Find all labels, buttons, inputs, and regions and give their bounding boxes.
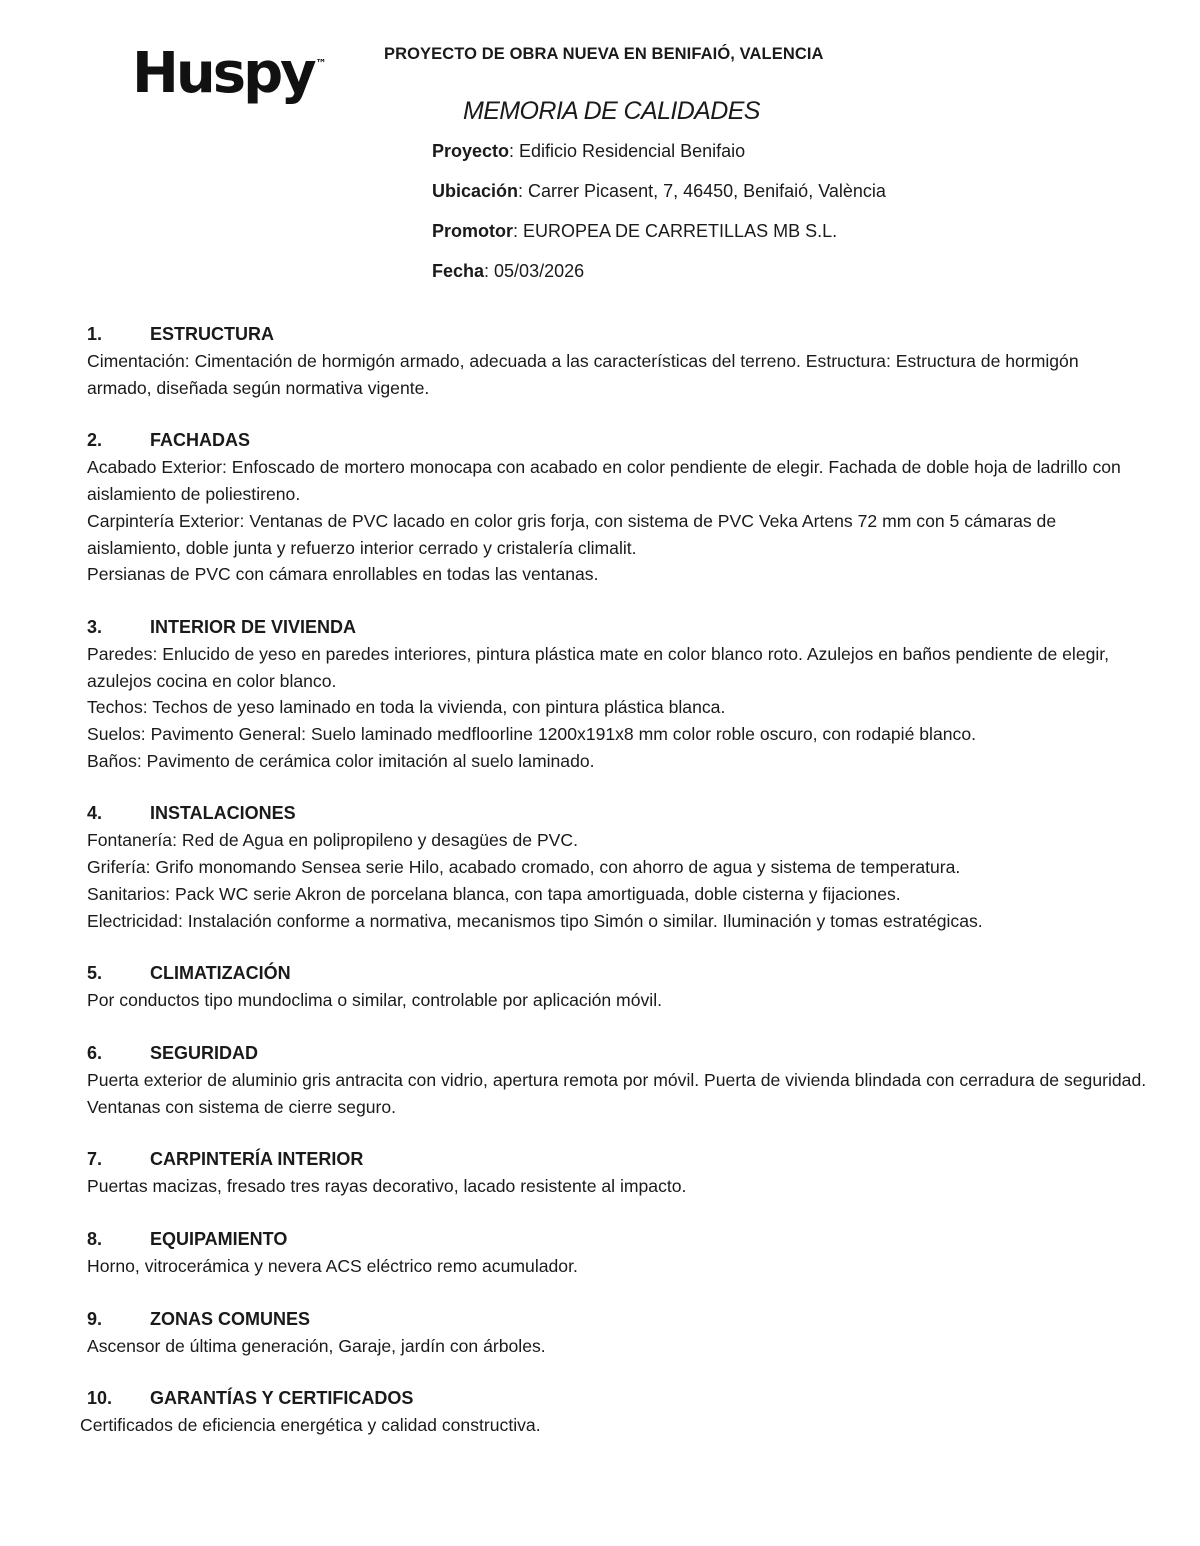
section-garantias-y-certificados xyxy=(80,1384,1147,1439)
section-paragraph: Persianas de PVC con cámara enrollables en todas las ventanas. xyxy=(87,564,599,585)
section-heading xyxy=(87,1305,1147,1333)
section-paragraph: Techos: Techos de yeso laminado en toda la vivienda, con pintura plástica blanca. xyxy=(87,697,726,718)
section-body xyxy=(87,454,1147,588)
section-number: 9. xyxy=(87,1308,103,1329)
meta-row-fecha xyxy=(432,258,886,298)
section-zonas-comunes xyxy=(87,1305,1147,1360)
section-paragraph: Sanitarios: Pack WC serie Akron de porcelana blanca, con tapa amortiguada, doble cisterna y fijaciones. xyxy=(87,883,901,904)
section-paragraph: Puertas macizas, fresado tres rayas decorativo, lacado resistente al impacto. xyxy=(87,1176,687,1197)
section-paragraph: Baños: Pavimento de cerámica color imitación al suelo laminado. xyxy=(87,750,595,771)
section-heading xyxy=(87,1225,1147,1253)
huspy-logo xyxy=(132,41,327,106)
section-paragraph: Certificados de eficiencia energética y calidad constructiva. xyxy=(80,1415,541,1436)
meta-value: : Carrer Picasent, 7, 46450, Benifaió, València xyxy=(518,181,886,201)
section-paragraph: Paredes: Enlucido de yeso en paredes interiores, pintura plástica mate en color blanco roto. Azulejos en baños pendiente de elegir, azulejos cocina en color blanco. xyxy=(87,643,1110,691)
section-body xyxy=(87,827,1147,934)
section-title: INSTALACIONES xyxy=(150,803,296,824)
section-fachadas xyxy=(87,426,1147,588)
project-title: PROYECTO DE OBRA NUEVA EN BENIFAIÓ, VALENCIA xyxy=(384,45,824,63)
section-instalaciones xyxy=(87,799,1147,934)
section-number: 8. xyxy=(87,1229,103,1250)
section-heading xyxy=(87,959,1147,987)
meta-row-promotor xyxy=(432,218,886,258)
section-paragraph: Acabado Exterior: Enfoscado de mortero monocapa con acabado en color pendiente de elegir. Fachada de doble hoja de ladrillo con aislamiento de poliestireno. xyxy=(87,457,1121,505)
meta-label: Ubicación xyxy=(432,181,519,201)
section-heading xyxy=(87,320,1147,348)
section-number: 2. xyxy=(87,430,103,451)
section-body xyxy=(87,1333,1147,1360)
meta-row-proyecto xyxy=(432,138,886,178)
section-paragraph: Fontanería: Red de Agua en polipropileno y desagües de PVC. xyxy=(87,830,579,851)
section-paragraph: Suelos: Pavimento General: Suelo laminado medfloorline 1200x191x8 mm color roble oscuro, con rodapié blanco. xyxy=(87,724,976,745)
section-heading xyxy=(87,1039,1147,1067)
sections-list xyxy=(80,320,1147,1464)
document-title: MEMORIA DE CALIDADES xyxy=(463,97,760,125)
section-paragraph: Por conductos tipo mundoclima o similar, controlable por aplicación móvil. xyxy=(87,990,663,1011)
meta-value: : EUROPEA DE CARRETILLAS MB S.L. xyxy=(513,221,838,241)
section-title: ZONAS COMUNES xyxy=(150,1308,311,1329)
section-title: SEGURIDAD xyxy=(150,1042,259,1063)
section-body xyxy=(87,1173,1147,1200)
section-body xyxy=(87,987,1147,1014)
section-climatizacion xyxy=(87,959,1147,1014)
section-number: 6. xyxy=(87,1042,103,1063)
section-number: 10. xyxy=(87,1388,113,1409)
meta-value: : 05/03/2026 xyxy=(484,261,585,281)
meta-row-ubicacion xyxy=(432,178,886,218)
section-paragraph: Electricidad: Instalación conforme a normativa, mecanismos tipo Simón o similar. Iluminación y tomas estratégicas. xyxy=(87,910,983,931)
section-number: 3. xyxy=(87,616,103,637)
section-paragraph: Cimentación: Cimentación de hormigón armado, adecuada a las características del terreno. Estructura: Estructura de hormigón armado, diseñada según normativa vigente. xyxy=(87,351,1079,398)
meta-value: : Edificio Residencial Benifaio xyxy=(509,141,746,161)
section-seguridad xyxy=(87,1039,1147,1120)
meta-label: Fecha xyxy=(432,261,485,281)
section-paragraph: Grifería: Grifo monomando Sensea serie Hilo, acabado cromado, con ahorro de agua y sistema de temperatura. xyxy=(87,857,961,878)
section-body xyxy=(80,1412,1147,1439)
section-title: FACHADAS xyxy=(150,430,251,451)
section-title: INTERIOR DE VIVIENDA xyxy=(150,616,357,637)
section-title: CARPINTERÍA INTERIOR xyxy=(150,1149,364,1170)
section-interior-de-vivienda xyxy=(87,613,1147,775)
section-title: GARANTÍAS Y CERTIFICADOS xyxy=(150,1388,414,1409)
section-paragraph: Horno, vitrocerámica y nevera ACS eléctrico remo acumulador. xyxy=(87,1256,578,1277)
section-heading xyxy=(87,799,1147,827)
project-metadata xyxy=(432,138,886,298)
meta-label: Proyecto xyxy=(432,141,510,161)
section-title: CLIMATIZACIÓN xyxy=(150,963,291,984)
section-paragraph: Puerta exterior de aluminio gris antracita con vidrio, apertura remota por móvil. Puerta de vivienda blindada con cerradura de seguridad. Ventanas con sistema de cierre seguro. xyxy=(87,1069,1147,1117)
section-paragraph: Carpintería Exterior: Ventanas de PVC lacado en color gris forja, con sistema de PVC Veka Artens 72 mm con 5 cámaras de aislamiento, doble junta y refuerzo interior cerrado y cristalería climalit. xyxy=(87,510,1057,558)
section-paragraph: Ascensor de última generación, Garaje, jardín con árboles. xyxy=(87,1335,546,1356)
section-title: ESTRUCTURA xyxy=(150,324,274,344)
section-heading xyxy=(87,426,1147,454)
section-number: 7. xyxy=(87,1149,103,1170)
section-equipamiento xyxy=(87,1225,1147,1280)
logo-trademark: ™ xyxy=(315,57,327,70)
section-heading xyxy=(87,613,1147,641)
section-estructura xyxy=(87,320,1147,401)
meta-label: Promotor xyxy=(432,221,513,241)
section-body xyxy=(87,1253,1147,1280)
section-body xyxy=(87,641,1147,775)
section-carpinteria-interior xyxy=(87,1145,1147,1200)
section-heading xyxy=(87,1384,1147,1412)
section-number: 4. xyxy=(87,803,103,824)
section-title: EQUIPAMIENTO xyxy=(150,1229,288,1250)
section-body xyxy=(87,1067,1147,1120)
logo-text: Huspy xyxy=(132,41,314,106)
section-number: 5. xyxy=(87,963,103,984)
section-number: 1. xyxy=(87,324,103,344)
section-body xyxy=(87,348,1147,401)
section-heading xyxy=(87,1145,1147,1173)
